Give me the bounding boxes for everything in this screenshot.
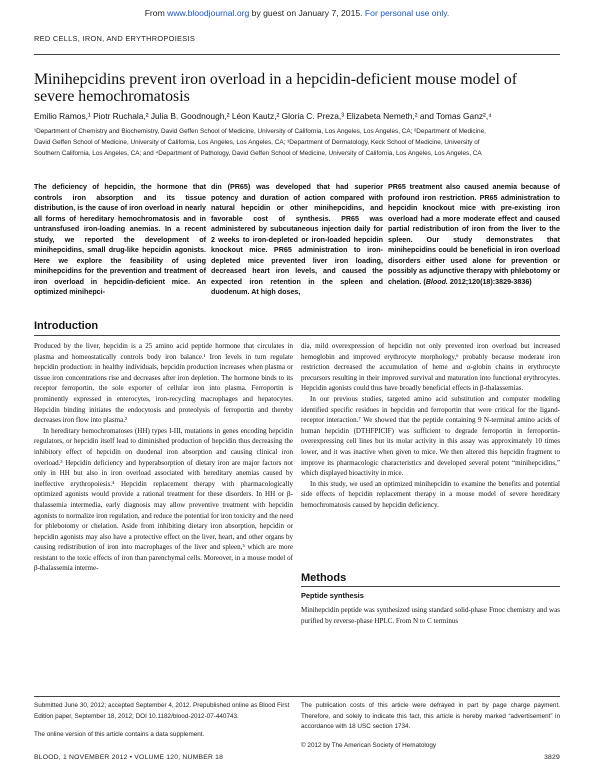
abstract-text: din (PR65) was developed that had superior potency and duration of action compared with natural hepcidin or other minihepcidins, and favorable cost of synthesis. PR65 was administered by subcutaneous injection daily for 2 weeks to iron-depleted or iron-loaded hepcidin knockout mice. PR65 administration to iron-depleted mice prevented liver iron loading, decreased heart iron levels, and caused the expected iron retention in the spleen and duodenum. At high doses, bbox=[211, 183, 383, 297]
abstract-text bbox=[388, 182, 560, 287]
methods-text-block bbox=[301, 605, 560, 626]
title-line-2: severe hemochromatosis bbox=[34, 88, 190, 105]
footnotes-right bbox=[301, 701, 560, 751]
abstract-column-3 bbox=[388, 182, 560, 287]
access-banner bbox=[0, 8, 594, 18]
page-number: 3829 bbox=[544, 754, 560, 761]
journal-issue-info: BLOOD, 1 NOVEMBER 2012 • VOLUME 120, NUMBER 18 bbox=[34, 754, 224, 761]
introduction-divider bbox=[34, 335, 560, 336]
paragraph: In hereditary hemochromatoses (HH) types I-III, mutations in genes encoding hepcidin regulators, or hepcidin itself lead to diminished production of hepcidin thus decreasing the inhibitory effect of hepcidin on duodenal iron absorption and causing clinical iron overload.³ Hepcidin deficiency and hyperabsorption of dietary iron are major factors not only in HH but also in iron overload associated with hereditary anemias caused by ineffective erythropoiesis.⁴ Hepcidin replacement therapy with pharmacologically optimized agonists would provide a rational treatment for these disorders. In HH or β-thalassemia intermedia, early diagnosis may allow preventive treatment with hepcidin agonists to normalize iron regulation, and reduce the potential for iron toxicity and the need for phlebotomy or chelation. Aside from inhibiting dietary iron absorption, hepcidin or hepcidin agonists may also have a protective effect on the liver, heart, and other organs by causing redistribution of iron into macrophages of the liver and spleen,⁵ which are more resistant to the toxic effects of iron than parenchymal cells. Moreover, in a mouse model of β-thalassemia interme- bbox=[34, 426, 293, 573]
paragraph: Produced by the liver, hepcidin is a 25 amino acid peptide hormone that circulates in plasma and homeostatically controls body iron balance.¹ Iron levels in turn regulate hepcidin production: in healthy individuals, hepcidin production increases when plasma or tissue iron concentrations rise and decreases after iron depletion. The hormone binds to its receptor ferroportin, the sole exporter of cellular iron into plasma. Ferroportin is prominently expressed in enterocytes, iron-recycling macrophages and hepatocytes. Hepcidin binding initiates the endocytosis and proteolysis of ferroportin and thereby decreases iron flow into plasma.² bbox=[34, 342, 293, 425]
paragraph: dia, mild overexpression of hepcidin not only prevented iron overload but increased hemoglobin and improved erythrocyte morphology,⁶ probably because moderate iron restriction decreased the accumulation of heme and α-globin chains in erythrocyte precursors resulting in their improved survival and maturation into functional erythrocytes. Hepcidin agonists could thus have broadly beneficial effects in β-thalassemias. bbox=[301, 342, 560, 393]
section-label: RED CELLS, IRON, AND ERYTHROPOIESIS bbox=[34, 34, 196, 43]
journal-site-link[interactable]: www.bloodjournal.org bbox=[167, 8, 250, 18]
abstract-column-1 bbox=[34, 182, 206, 298]
body-left-column bbox=[34, 341, 293, 574]
citation: 2012;120(18):3829-3836) bbox=[447, 277, 532, 286]
paragraph: Minihepcidin peptide was synthesized using standard solid-phase Fmoc chemistry and was purified by reverse-phase HPLC. From N to C terminus bbox=[301, 606, 560, 625]
banner-access-text: by guest on January 7, 2015. bbox=[249, 8, 365, 18]
author-list: Emilio Ramos,¹ Piotr Ruchala,² Julia B. Goodnough,² Léon Kautz,² Gloria C. Preza,³ Elizabeta Nemeth,² and Tomas Ganz²,⁴ bbox=[34, 111, 492, 121]
footnotes-left bbox=[34, 701, 293, 741]
paragraph: In our previous studies, targeted amino acid substitution and computer modeling identified specific residues in hepcidin and ferroportin that were critical for the ligand-receptor interaction.⁷ We showed that the peptide containing 9 N-terminal amino acids of human hepcidin (DTHFPICIF) was sufficient to degrade ferroportin in ferroportin-overexpressing cell lines but its molar activity in this assay was approximately 10 times lower, and it was inactive when given to mice. We then altered this hepcidin fragment to improve its pharmacologic characteristics and developed several potent “minihepcidins,” which displayed bioactivity in mice. bbox=[301, 394, 560, 478]
paragraph: In this study, we used an optimized minihepcidin to examine the benefits and potential side effects of hepcidin replacement therapy in a mouse model of severe hereditary hemochromatosis caused by hepcidin deficiency. bbox=[301, 479, 560, 509]
article-title bbox=[34, 71, 574, 105]
affiliations bbox=[34, 127, 564, 159]
submission-note: Submitted June 30, 2012; accepted September 4, 2012. Prepublished online as Blood First Edition paper, September 18, 2012; DOI 10.1182/blood-2012-07-440743. bbox=[34, 702, 290, 720]
abstract-column-2 bbox=[211, 182, 383, 298]
page-footer bbox=[34, 754, 560, 761]
methods-heading: Methods bbox=[301, 572, 347, 584]
body-right-column bbox=[301, 341, 560, 511]
title-line-1: Minihepcidins prevent iron overload in a hepcidin-deficient mouse model of bbox=[34, 71, 517, 88]
header-divider bbox=[34, 54, 560, 55]
footnote-divider bbox=[34, 696, 560, 697]
affiliation-line: ¹Department of Chemistry and Biochemistry, David Geffen School of Medicine, University of California, Los Angeles, Los Angeles, CA; ²Department of Medicine, bbox=[34, 128, 486, 135]
abstract-text-end: PR65 treatment also caused anemia because of profound iron restriction. PR65 administration to hepcidin knockout mice with pre-existing iron overload had a more moderate effect and caused partial redistribution of iron from the liver to the spleen. Our study demonstrates that minihepcidins could be beneficial in iron overload disorders either used alone for prevention or possibly as adjunctive therapy with phlebotomy or chelation. ( bbox=[388, 183, 560, 286]
copyright-note: © 2012 by The American Society of Hematology bbox=[301, 741, 437, 749]
affiliation-line: David Geffen School of Medicine, University of California, Los Angeles, Los Angeles, CA; ³Department of Dermatology, Keck School of Medicine, University of bbox=[34, 138, 480, 146]
journal-name: Blood. bbox=[425, 277, 448, 286]
affiliation-line: Southern California, Los Angeles, CA; and ⁴Department of Pathology, David Geffen School of Medicine, University of California, Los Angeles, Los Angeles, CA bbox=[34, 149, 482, 157]
introduction-heading: Introduction bbox=[34, 320, 99, 332]
publication-cost-note: The publication costs of this article were defrayed in part by page charge payment. Therefore, and solely to indicate this fact, this article is hereby marked “advertisement” in accordance with 18 USC section 1734. bbox=[301, 702, 560, 730]
banner-from-text: From bbox=[144, 8, 168, 18]
supplement-note: The online version of this article contains a data supplement. bbox=[34, 731, 205, 738]
peptide-synthesis-subheading: Peptide synthesis bbox=[301, 591, 364, 600]
abstract-text: The deficiency of hepcidin, the hormone that controls iron absorption and its tissue distribution, is the cause of iron overload in nearly all forms of hereditary hemochromatosis and in untransfused iron-loading anemias. In a recent study, we reported the development of minihepcidins, small drug-like hepcidin agonists. Here we explore the feasibility of using minihepcidins for the prevention and treatment of iron overload in hepcidin-deficient mice. An optimized minihepci- bbox=[34, 183, 206, 297]
personal-use-link[interactable]: For personal use only. bbox=[364, 8, 450, 18]
methods-divider bbox=[301, 586, 560, 587]
